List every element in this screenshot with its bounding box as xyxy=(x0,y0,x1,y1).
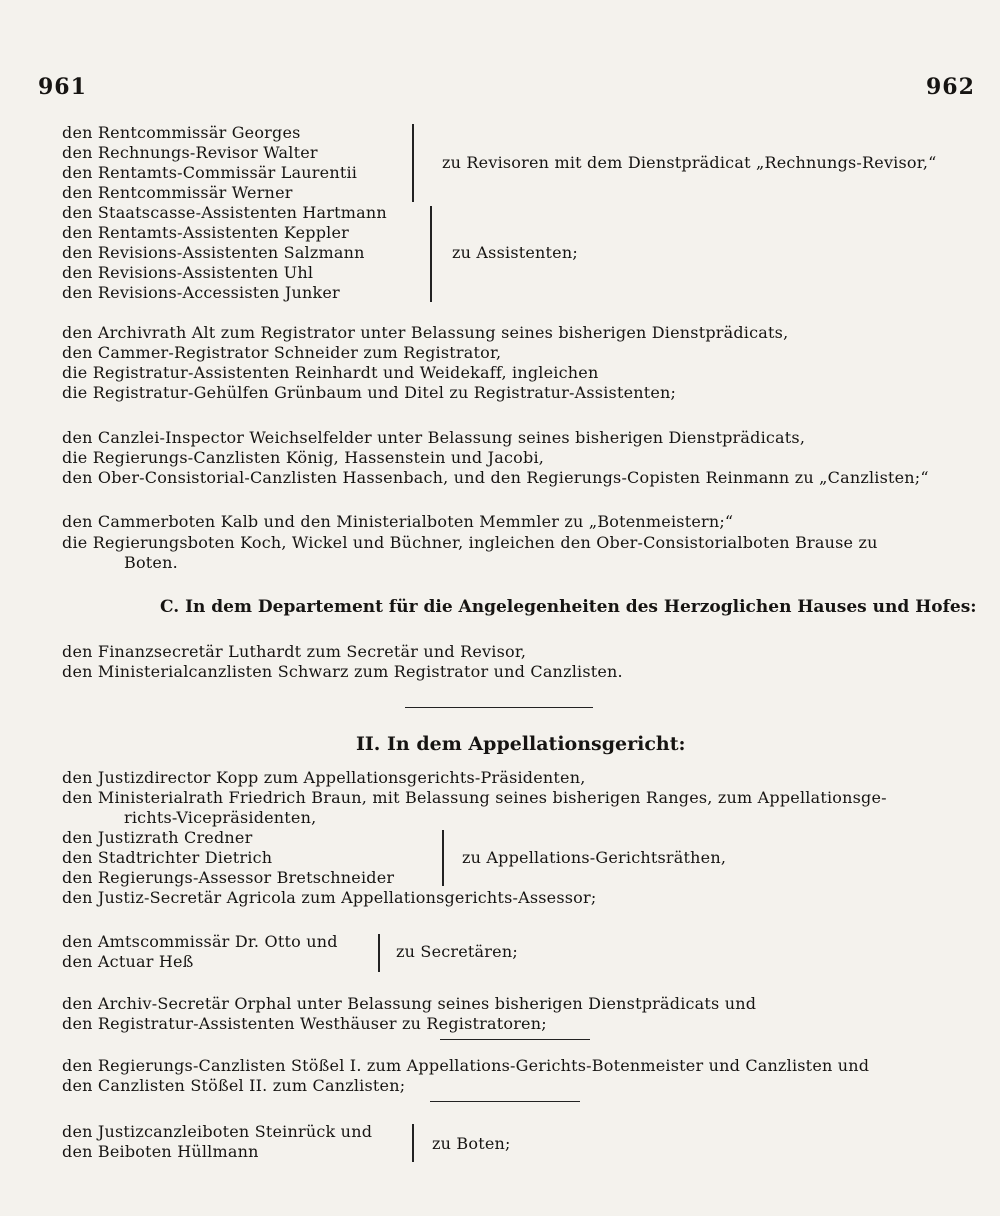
section-divider xyxy=(430,1101,580,1102)
text-line: den Staatscasse-Assistenten Hartmann xyxy=(62,203,387,222)
curly-brace xyxy=(412,1124,414,1162)
text-line: den Actuar Heß xyxy=(62,952,194,971)
curly-brace xyxy=(430,206,432,302)
section-heading: II. In dem Appellationsgericht: xyxy=(356,733,686,755)
text-line: den Cammer-Registrator Schneider zum Registrator, xyxy=(62,343,502,362)
text-line: die Registratur-Assistenten Reinhardt und Weidekaff, ingleichen xyxy=(62,363,599,382)
text-line: den Archivrath Alt zum Registrator unter Belassung seines bisherigen Dienstprädicats, xyxy=(62,323,789,342)
page-number-left: 961 xyxy=(38,74,87,100)
text-line: den Beiboten Hüllmann xyxy=(62,1142,259,1161)
text-line: den Archiv-Secretär Orphal unter Belassung seines bisherigen Dienstprädicats und xyxy=(62,994,757,1013)
section-divider xyxy=(440,1039,590,1040)
curly-brace xyxy=(412,124,414,202)
text-line: die Registratur-Gehülfen Grünbaum und Ditel zu Registratur-Assistenten; xyxy=(62,383,677,402)
text-line: den Justizdirector Kopp zum Appellationsgerichts-Präsidenten, xyxy=(62,768,586,787)
bracket-label: zu Appellations-Gerichtsräthen, xyxy=(462,848,727,867)
text-line: den Ministerialrath Friedrich Braun, mit Belassung seines bisherigen Ranges, zum Appellationsge- xyxy=(62,788,887,807)
text-line: den Rentamts-Assistenten Keppler xyxy=(62,223,350,242)
text-line: den Canzlisten Stößel II. zum Canzlisten; xyxy=(62,1076,406,1095)
text-line: Boten. xyxy=(124,553,178,572)
text-line: den Stadtrichter Dietrich xyxy=(62,848,273,867)
text-line: den Regierungs-Assessor Bretschneider xyxy=(62,868,395,887)
text-line: den Finanzsecretär Luthardt zum Secretär und Revisor, xyxy=(62,642,527,661)
text-line: den Revisions-Assistenten Uhl xyxy=(62,263,314,282)
text-line: richts-Vicepräsidenten, xyxy=(124,808,317,827)
text-line: den Regierungs-Canzlisten Stößel I. zum Appellations-Gerichts-Botenmeister und Canzlisten und xyxy=(62,1056,870,1075)
text-line: den Ministerialcanzlisten Schwarz zum Registrator und Canzlisten. xyxy=(62,662,623,681)
text-line: die Regierungsboten Koch, Wickel und Büchner, ingleichen den Ober-Consistorialboten Brause zu xyxy=(62,533,878,552)
text-line: den Justiz-Secretär Agricola zum Appellationsgerichts-Assessor; xyxy=(62,888,597,907)
text-line: den Rentcommissär Georges xyxy=(62,123,301,142)
text-line: den Ober-Consistorial-Canzlisten Hassenbach, und den Regierungs-Copisten Reinmann zu „Canzlisten;“ xyxy=(62,468,929,487)
text-line: den Justizrath Credner xyxy=(62,828,253,847)
text-line: den Amtscommissär Dr. Otto und xyxy=(62,932,338,951)
text-line: den Rechnungs-Revisor Walter xyxy=(62,143,318,162)
bracket-label: zu Boten; xyxy=(432,1134,511,1153)
page-number-right: 962 xyxy=(926,74,975,100)
text-line: den Canzlei-Inspector Weichselfelder unter Belassung seines bisherigen Dienstprädicats, xyxy=(62,428,806,447)
section-divider xyxy=(405,707,593,708)
text-line: den Cammerboten Kalb und den Ministerialboten Memmler zu „Botenmeistern;“ xyxy=(62,512,734,531)
text-line: den Rentamts-Commissär Laurentii xyxy=(62,163,358,182)
text-line: den Registratur-Assistenten Westhäuser zu Registratoren; xyxy=(62,1014,547,1033)
text-line: den Revisions-Assistenten Salzmann xyxy=(62,243,365,262)
section-heading: C. In dem Departement für die Angelegenheiten des Herzoglichen Hauses und Hofes: xyxy=(160,597,977,617)
bracket-label: zu Revisoren mit dem Dienstprädicat „Rechnungs-Revisor,“ xyxy=(442,153,937,172)
curly-brace xyxy=(378,934,380,972)
text-line: den Justizcanzleiboten Steinrück und xyxy=(62,1122,373,1141)
text-line: den Revisions-Accessisten Junker xyxy=(62,283,340,302)
curly-brace xyxy=(442,830,444,886)
bracket-label: zu Secretären; xyxy=(396,942,518,961)
bracket-label: zu Assistenten; xyxy=(452,243,578,262)
text-line: den Rentcommissär Werner xyxy=(62,183,293,202)
text-line: die Regierungs-Canzlisten König, Hassenstein und Jacobi, xyxy=(62,448,545,467)
